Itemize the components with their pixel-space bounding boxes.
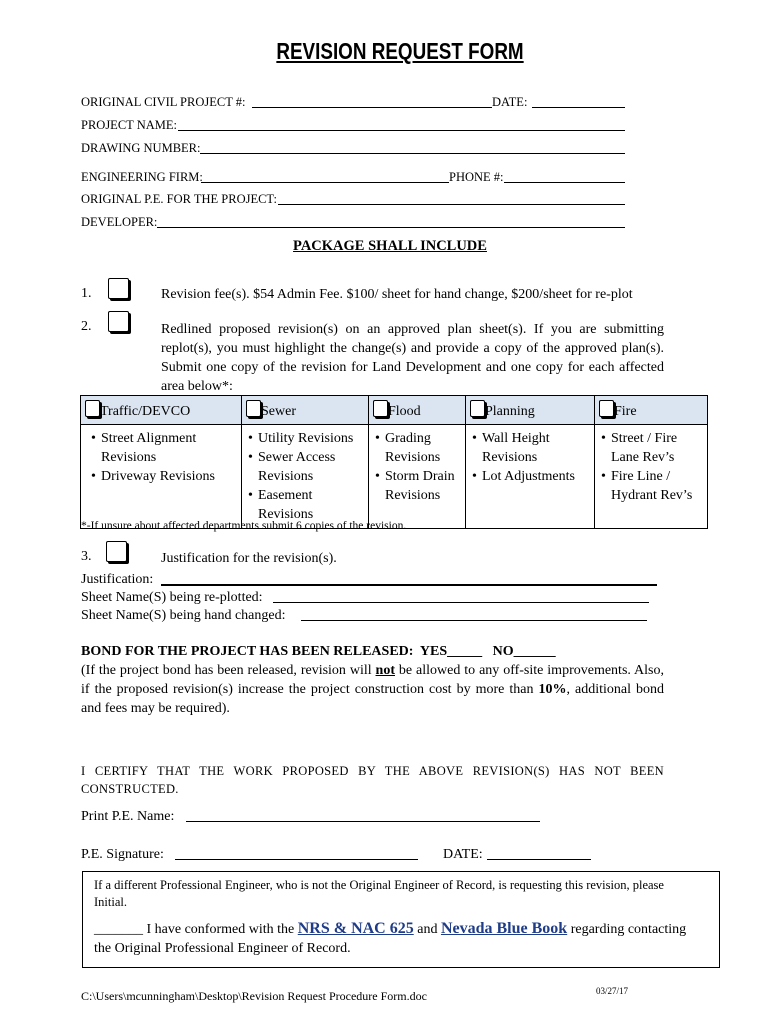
package-heading: PACKAGE SHALL INCLUDE [293,238,487,254]
list-item: • Utility Revisions [244,429,368,448]
item-1-text: Revision fee(s). $54 Admin Fee. $100/ sheet for hand change, $200/sheet for re-plot [161,287,633,302]
hand-changed-label: Sheet Name(S) being hand changed: [81,608,286,623]
item-3-number: 3. [81,549,92,564]
list-item: • Sewer Access Revisions [244,448,368,486]
print-pe-line[interactable] [186,821,540,822]
date-label: DATE: [492,95,528,109]
original-pe-line[interactable] [278,204,625,205]
bond-text-part-1: (If the project bond has been released, revision will [81,663,376,678]
list-item: • Fire Line / Hydrant Rev’s [597,467,707,505]
initial-blank[interactable]: _______ [94,922,143,937]
drawing-number-label: DRAWING NUMBER: [81,141,201,155]
item-1-number: 1. [81,286,92,301]
item-1-checkbox[interactable] [108,278,129,299]
conformed-text-part-2: and [413,922,441,937]
fire-checkbox[interactable] [599,400,614,417]
justification-label: Justification: [81,572,154,587]
list-item: • Driveway Revisions [87,467,241,486]
signature-date-label: DATE: [443,847,483,862]
bond-text [81,661,664,718]
project-number-line[interactable] [252,107,492,108]
dept-header-traffic [81,396,242,425]
item-3-checkbox[interactable] [106,541,127,562]
conformed-statement [94,919,694,958]
unsure-note: *-If unsure about affected departments submit 6 copies of the revision. [81,520,407,532]
list-item: • Easement Revisions [244,486,368,524]
list-item: • Storm Drain Revisions [371,467,465,505]
list-item: • Wall Height Revisions [468,429,594,467]
dept-items-flood [369,425,466,529]
conformed-text-part-1: I have conformed with the [143,922,298,937]
dept-header-fire [595,396,708,425]
developer-label: DEVELOPER: [81,215,158,229]
replotted-label: Sheet Name(S) being re-plotted: [81,590,263,605]
different-pe-box [82,871,720,968]
engineering-firm-label: ENGINEERING FIRM: [81,170,203,184]
original-pe-label: ORIGINAL P.E. FOR THE PROJECT: [81,192,277,206]
list-item: • Lot Adjustments [468,467,594,486]
dept-name-planning: Planning [485,403,535,419]
footer-date: 03/27/17 [596,986,629,996]
dept-name-sewer: Sewer [261,403,296,419]
bond-heading: BOND FOR THE PROJECT HAS BEEN RELEASED: YES_____ NO______ [81,644,556,659]
traffic-checkbox[interactable] [85,400,100,417]
hand-changed-line[interactable] [301,620,647,621]
dept-header-sewer [242,396,369,425]
item-2-text: Redlined proposed revision(s) on an approved plan sheet(s). If you are submitting replot(s), you must highlight the change(s) and provide a copy of the approved plan(s). Submit one copy of the revision for Land Development and one copy for each affected area below*: [161,322,664,394]
item-2-number: 2. [81,319,92,334]
bond-text-percent: 10% [538,682,567,697]
list-item: • Street / Fire Lane Rev’s [597,429,707,467]
footer-path: C:\Users\mcunningham\Desktop\Revision Request Procedure Form.doc [81,989,427,1003]
departments-table [80,395,708,529]
flood-checkbox[interactable] [373,400,388,417]
item-3-text: Justification for the revision(s). [161,551,337,566]
different-pe-text: If a different Professional Engineer, who is not the Original Engineer of Record, is requesting this revision, please Initial. [94,878,664,909]
dept-items-traffic [81,425,242,529]
planning-checkbox[interactable] [470,400,485,417]
conformed-text-part-3: regarding contacting the Original Professional Engineer of Record. [94,922,687,956]
dept-header-flood [369,396,466,425]
engineering-firm-line[interactable] [201,182,449,183]
justification-line[interactable] [161,584,657,586]
replotted-line[interactable] [273,602,649,603]
list-item: • Grading Revisions [371,429,465,467]
date-line[interactable] [532,107,625,108]
nevada-blue-book-link[interactable]: Nevada Blue Book [440,920,568,937]
print-pe-label: Print P.E. Name: [81,809,175,824]
pe-signature-label: P.E. Signature: [81,847,164,862]
signature-date-line[interactable] [487,859,591,860]
developer-line[interactable] [157,227,625,228]
drawing-number-line[interactable] [200,153,625,154]
dept-items-fire [595,425,708,529]
project-name-line[interactable] [178,130,625,131]
sewer-checkbox[interactable] [246,400,261,417]
dept-name-flood: Flood [388,403,421,419]
nrs-nac-link[interactable]: NRS & NAC 625 [297,920,414,937]
dept-name-fire: Fire [614,403,637,419]
pe-signature-line[interactable] [175,859,418,860]
phone-label: PHONE #: [449,170,504,184]
dept-items-planning [466,425,595,529]
phone-line[interactable] [504,182,625,183]
bond-text-part-3: , additional bond and fees may be required). [81,682,664,716]
certify-statement: I CERTIFY THAT THE WORK PROPOSED BY THE ABOVE REVISION(S) HAS NOT BEEN CONSTRUCTED. [81,764,664,796]
form-title: REVISION REQUEST FORM [276,38,524,64]
dept-header-planning [466,396,595,425]
bond-text-part-2: be allowed to any off-site improvements. Also, if the proposed revision(s) increase the project construction cost by more than [81,663,664,697]
project-number-label: ORIGINAL CIVIL PROJECT #: [81,95,246,109]
dept-items-sewer [242,425,369,529]
project-name-label: PROJECT NAME: [81,118,177,132]
dept-name-traffic: Traffic/DEVCO [100,403,191,419]
list-item: • Street Alignment Revisions [87,429,241,467]
bond-text-not: not [375,663,395,678]
item-2-checkbox[interactable] [108,311,129,332]
